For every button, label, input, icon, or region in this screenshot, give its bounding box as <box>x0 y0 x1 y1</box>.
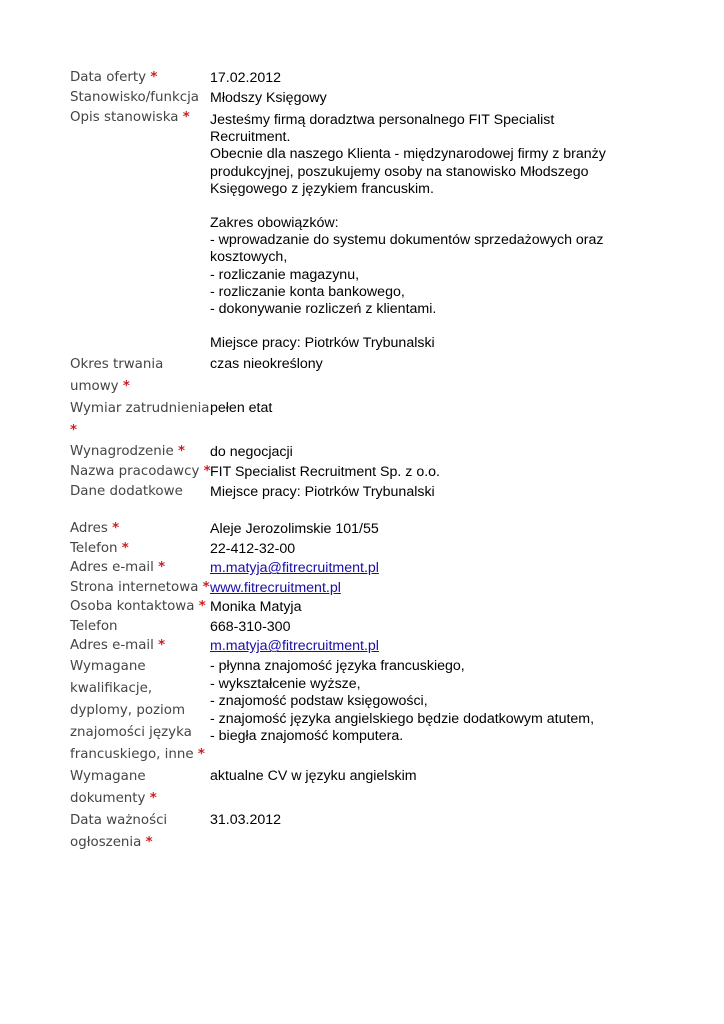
row-pracodawca <box>70 462 650 482</box>
employer-value: FIT Specialist Recruitment Sp. z o.o. <box>210 464 440 481</box>
label-text: francuskiego, inne <box>70 747 194 763</box>
qualifications-value <box>210 656 650 746</box>
contact-email-link[interactable]: m.matyja@fitrecruitment.pl <box>210 638 379 655</box>
documents-value: aktualne CV w języku angielskim <box>210 768 417 785</box>
field-label <box>70 766 210 810</box>
address-value: Aleje Jerozolimskie 101/55 <box>210 521 379 538</box>
offer-date-value: 17.02.2012 <box>210 70 282 86</box>
required-marker: * <box>158 638 166 654</box>
contact-phone-value: 668-310-300 <box>210 619 291 636</box>
required-marker: * <box>145 835 153 851</box>
row-kwalifikacje <box>70 656 650 766</box>
label-text: Opis stanowiska <box>70 110 179 125</box>
row-adres <box>70 519 650 539</box>
field-label <box>70 578 210 597</box>
required-marker: * <box>121 541 129 557</box>
contact-email-cell <box>210 636 650 657</box>
website-link[interactable]: www.fitrecruitment.pl <box>210 580 341 597</box>
qualification-item: - wykształcenie wyższe, <box>210 675 361 692</box>
spacer <box>210 198 650 215</box>
qualification-item: - płynna znajomość języka francuskiego, <box>210 658 465 675</box>
label-text: Stanowisko/funkcja <box>70 90 199 105</box>
description-line: Obecnie dla naszego Klienta - międzynarodowej firmy z branży <box>210 146 606 163</box>
label-text: Wymiar zatrudnienia <box>70 401 210 417</box>
field-label <box>70 519 210 539</box>
qualification-item: - znajomość języka angielskiego będzie dodatkowym atutem, <box>210 710 595 727</box>
label-text: Telefon <box>70 619 118 635</box>
row-telefon-kontaktowy <box>70 617 650 636</box>
required-marker: * <box>149 791 157 807</box>
duty-line: - rozliczanie magazynu, <box>210 266 360 283</box>
row-data-oferty <box>70 68 650 88</box>
description-line: produkcyjnej, poszukujemy osoby na stanowisko Młodszego <box>210 163 589 180</box>
row-dane-dodatkowe <box>70 482 650 519</box>
field-label <box>70 656 210 766</box>
required-marker: * <box>203 464 211 480</box>
workplace-line: Miejsce pracy: Piotrków Trybunalski <box>210 335 435 352</box>
label-text: dokumenty <box>70 791 146 807</box>
label-text: Wymagane <box>70 769 146 785</box>
description-value <box>210 108 650 352</box>
row-email <box>70 558 650 578</box>
label-text: Adres e-mail <box>70 560 154 576</box>
field-label <box>70 539 210 558</box>
label-text: Adres e-mail <box>70 638 154 654</box>
description-line: Księgowego z językiem francuskim. <box>210 180 434 197</box>
required-marker: * <box>122 379 130 395</box>
description-line: Recruitment. <box>210 129 291 146</box>
field-label <box>70 442 210 462</box>
additional-info-value: Miejsce pracy: Piotrków Trybunalski <box>210 484 435 501</box>
field-label <box>70 617 210 636</box>
duties-title: Zakres obowiązków: <box>210 215 339 232</box>
qualification-item: - znajomość podstaw księgowości, <box>210 693 428 710</box>
label-text: umowy <box>70 379 119 395</box>
label-text: Telefon <box>70 541 118 557</box>
spacer <box>210 318 650 335</box>
field-label <box>70 810 210 854</box>
duty-line: - wprowadzanie do systemu dokumentów sprzedażowych oraz <box>210 232 604 249</box>
website-field-cell <box>210 578 650 599</box>
description-line: Jesteśmy firmą doradztwa personalnego FIT Specialist <box>210 112 555 128</box>
field-label <box>70 462 210 482</box>
row-email-kontaktowy <box>70 636 650 656</box>
label-text: Data oferty <box>70 70 147 85</box>
field-label <box>70 354 210 398</box>
label-text: kwalifikacje, <box>70 681 153 697</box>
label-text: Wynagrodzenie <box>70 444 174 460</box>
phone-value: 22-412-32-00 <box>210 541 296 558</box>
required-marker: * <box>197 747 205 763</box>
required-marker: * <box>202 580 210 596</box>
row-opis <box>70 108 650 352</box>
required-marker: * <box>158 560 166 576</box>
row-wynagrodzenie <box>70 442 650 462</box>
required-marker: * <box>70 423 78 439</box>
label-text: Data ważności <box>70 813 168 829</box>
label-text: Okres trwania <box>70 357 164 373</box>
contract-period-value: czas nieokreślony <box>210 356 323 373</box>
label-text: Nazwa pracodawcy <box>70 464 200 480</box>
field-label <box>70 108 210 128</box>
label-text: dyplomy, poziom <box>70 703 185 719</box>
salary-value: do negocjacji <box>210 444 293 461</box>
row-waznosc <box>70 810 650 854</box>
required-marker: * <box>198 599 206 615</box>
required-marker: * <box>182 110 190 125</box>
field-label <box>70 597 210 617</box>
field-label <box>70 68 210 88</box>
field-label <box>70 636 210 656</box>
label-text: Wymagane <box>70 659 146 675</box>
expiry-date-value: 31.03.2012 <box>210 812 282 829</box>
row-www <box>70 578 650 597</box>
label-text: ogłoszenia <box>70 835 142 851</box>
job-offer-form <box>70 68 650 854</box>
label-text: Dane dodatkowe <box>70 484 183 500</box>
label-text: Strona internetowa <box>70 580 199 596</box>
row-osoba <box>70 597 650 617</box>
contact-person-value: Monika Matyja <box>210 599 302 616</box>
duty-line: - dokonywanie rozliczeń z klientami. <box>210 301 437 318</box>
row-dokumenty <box>70 766 650 810</box>
row-okres <box>70 354 650 398</box>
field-label <box>70 88 210 108</box>
required-marker: * <box>150 70 158 85</box>
employment-dimension-value: pełen etat <box>210 400 273 417</box>
duty-line: kosztowych, <box>210 249 288 266</box>
position-value: Młodszy Księgowy <box>210 90 327 106</box>
duty-line: - rozliczanie konta bankowego, <box>210 283 405 300</box>
qualification-item: - biegła znajomość komputera. <box>210 728 404 745</box>
field-label <box>70 482 210 502</box>
row-stanowisko <box>70 88 650 108</box>
label-text: Adres <box>70 521 108 537</box>
row-telefon <box>70 539 650 558</box>
label-text: Osoba kontaktowa <box>70 599 195 615</box>
field-label <box>70 558 210 578</box>
label-text: znajomości języka <box>70 725 192 741</box>
row-wymiar <box>70 398 650 442</box>
email-field-cell <box>210 558 650 579</box>
email-link[interactable]: m.matyja@fitrecruitment.pl <box>210 560 379 577</box>
required-marker: * <box>112 521 120 537</box>
field-label <box>70 398 210 442</box>
required-marker: * <box>178 444 186 460</box>
